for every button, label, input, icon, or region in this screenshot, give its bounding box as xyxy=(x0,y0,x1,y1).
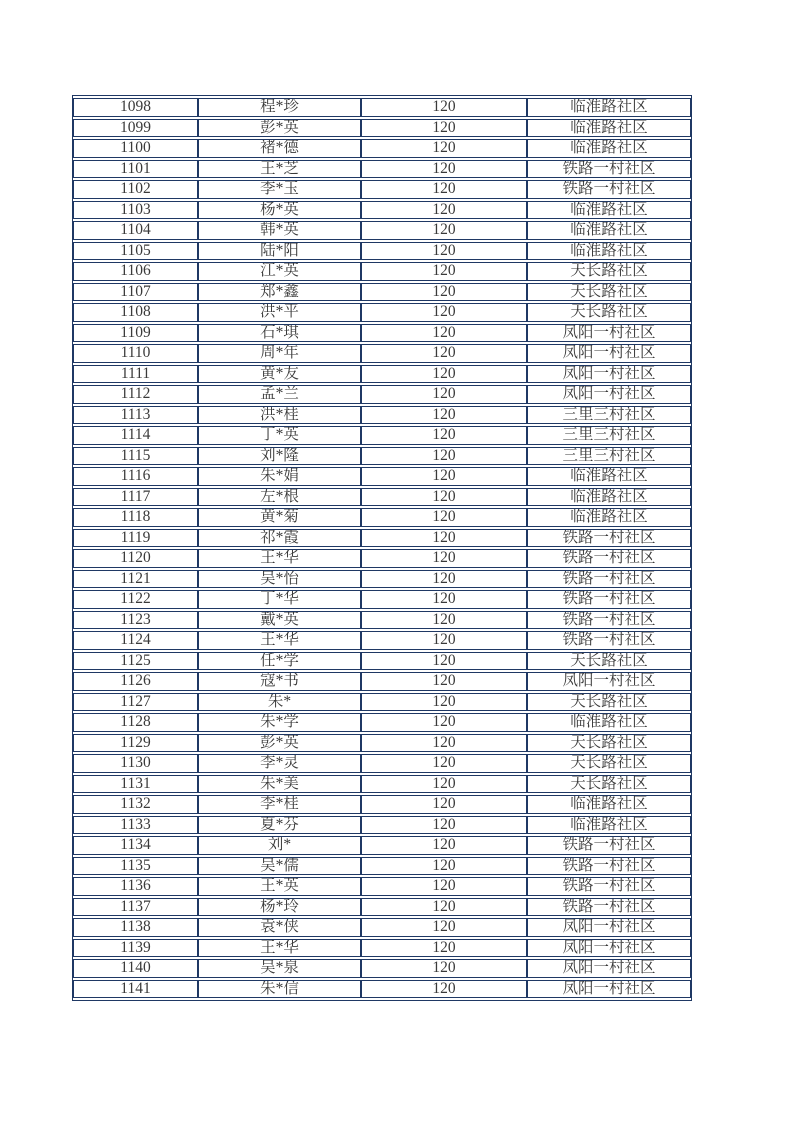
community-cell: 三里三村社区 xyxy=(527,447,691,466)
name-cell: 黄*友 xyxy=(198,365,361,384)
serial-cell: 1106 xyxy=(73,262,198,281)
serial-cell: 1140 xyxy=(73,959,198,978)
serial-cell: 1113 xyxy=(73,406,198,425)
table-row xyxy=(73,529,691,548)
community-cell: 临淮路社区 xyxy=(527,201,691,220)
serial-cell: 1107 xyxy=(73,283,198,302)
table-row xyxy=(73,201,691,220)
community-cell: 临淮路社区 xyxy=(527,221,691,240)
name-cell: 王*华 xyxy=(198,631,361,650)
community-cell: 铁路一村社区 xyxy=(527,180,691,199)
amount-cell: 120 xyxy=(361,693,527,712)
serial-cell: 1123 xyxy=(73,611,198,630)
serial-cell: 1114 xyxy=(73,426,198,445)
community-cell: 临淮路社区 xyxy=(527,508,691,527)
amount-cell: 120 xyxy=(361,529,527,548)
community-cell: 临淮路社区 xyxy=(527,98,691,117)
table-row xyxy=(73,344,691,363)
community-cell: 凤阳一村社区 xyxy=(527,385,691,404)
serial-cell: 1098 xyxy=(73,98,198,117)
community-cell: 天长路社区 xyxy=(527,283,691,302)
community-cell: 铁路一村社区 xyxy=(527,611,691,630)
serial-cell: 1132 xyxy=(73,795,198,814)
name-cell: 任*学 xyxy=(198,652,361,671)
table-row xyxy=(73,324,691,343)
community-cell: 天长路社区 xyxy=(527,775,691,794)
serial-cell: 1119 xyxy=(73,529,198,548)
amount-cell: 120 xyxy=(361,590,527,609)
amount-cell: 120 xyxy=(361,119,527,138)
name-cell: 朱*美 xyxy=(198,775,361,794)
amount-cell: 120 xyxy=(361,877,527,896)
community-cell: 凤阳一村社区 xyxy=(527,959,691,978)
community-cell: 铁路一村社区 xyxy=(527,549,691,568)
name-cell: 陆*阳 xyxy=(198,242,361,261)
community-cell: 凤阳一村社区 xyxy=(527,918,691,937)
name-cell: 江*英 xyxy=(198,262,361,281)
name-cell: 丁*英 xyxy=(198,426,361,445)
amount-cell: 120 xyxy=(361,754,527,773)
community-cell: 天长路社区 xyxy=(527,303,691,322)
table-row xyxy=(73,160,691,179)
amount-cell: 120 xyxy=(361,139,527,158)
serial-cell: 1130 xyxy=(73,754,198,773)
community-cell: 凤阳一村社区 xyxy=(527,365,691,384)
serial-cell: 1110 xyxy=(73,344,198,363)
community-cell: 铁路一村社区 xyxy=(527,836,691,855)
name-cell: 朱* xyxy=(198,693,361,712)
name-cell: 彭*英 xyxy=(198,119,361,138)
serial-cell: 1112 xyxy=(73,385,198,404)
serial-cell: 1101 xyxy=(73,160,198,179)
table-row xyxy=(73,426,691,445)
table-row xyxy=(73,836,691,855)
table-row xyxy=(73,365,691,384)
name-cell: 洪*平 xyxy=(198,303,361,322)
serial-cell: 1138 xyxy=(73,918,198,937)
community-cell: 天长路社区 xyxy=(527,754,691,773)
table-row xyxy=(73,877,691,896)
serial-cell: 1136 xyxy=(73,877,198,896)
amount-cell: 120 xyxy=(361,857,527,876)
name-cell: 杨*英 xyxy=(198,201,361,220)
table-row xyxy=(73,570,691,589)
name-cell: 杨*玲 xyxy=(198,898,361,917)
table-row xyxy=(73,242,691,261)
amount-cell: 120 xyxy=(361,160,527,179)
name-cell: 李*桂 xyxy=(198,795,361,814)
community-cell: 三里三村社区 xyxy=(527,426,691,445)
community-cell: 铁路一村社区 xyxy=(527,160,691,179)
serial-cell: 1133 xyxy=(73,816,198,835)
name-cell: 吴*泉 xyxy=(198,959,361,978)
community-cell: 凤阳一村社区 xyxy=(527,324,691,343)
table-row xyxy=(73,980,691,999)
table-row xyxy=(73,672,691,691)
name-cell: 吴*怡 xyxy=(198,570,361,589)
table-row xyxy=(73,98,691,117)
amount-cell: 120 xyxy=(361,672,527,691)
table-row xyxy=(73,611,691,630)
name-cell: 刘* xyxy=(198,836,361,855)
name-cell: 韩*英 xyxy=(198,221,361,240)
community-cell: 铁路一村社区 xyxy=(527,570,691,589)
table-row xyxy=(73,467,691,486)
table-row xyxy=(73,652,691,671)
community-cell: 凤阳一村社区 xyxy=(527,344,691,363)
amount-cell: 120 xyxy=(361,570,527,589)
amount-cell: 120 xyxy=(361,365,527,384)
table-row xyxy=(73,959,691,978)
table-row xyxy=(73,795,691,814)
serial-cell: 1127 xyxy=(73,693,198,712)
community-cell: 凤阳一村社区 xyxy=(527,980,691,999)
amount-cell: 120 xyxy=(361,734,527,753)
serial-cell: 1120 xyxy=(73,549,198,568)
amount-cell: 120 xyxy=(361,631,527,650)
community-cell: 临淮路社区 xyxy=(527,795,691,814)
community-cell: 铁路一村社区 xyxy=(527,877,691,896)
community-cell: 临淮路社区 xyxy=(527,467,691,486)
serial-cell: 1118 xyxy=(73,508,198,527)
name-cell: 朱*学 xyxy=(198,713,361,732)
serial-cell: 1108 xyxy=(73,303,198,322)
name-cell: 王*华 xyxy=(198,549,361,568)
amount-cell: 120 xyxy=(361,283,527,302)
amount-cell: 120 xyxy=(361,447,527,466)
serial-cell: 1111 xyxy=(73,365,198,384)
serial-cell: 1105 xyxy=(73,242,198,261)
table-row xyxy=(73,283,691,302)
name-cell: 褚*德 xyxy=(198,139,361,158)
amount-cell: 120 xyxy=(361,836,527,855)
amount-cell: 120 xyxy=(361,939,527,958)
name-cell: 王*英 xyxy=(198,877,361,896)
amount-cell: 120 xyxy=(361,816,527,835)
serial-cell: 1141 xyxy=(73,980,198,999)
community-cell: 天长路社区 xyxy=(527,693,691,712)
table-row xyxy=(73,857,691,876)
name-cell: 吴*儒 xyxy=(198,857,361,876)
serial-cell: 1116 xyxy=(73,467,198,486)
name-cell: 袁*侠 xyxy=(198,918,361,937)
table-row xyxy=(73,775,691,794)
name-cell: 李*灵 xyxy=(198,754,361,773)
community-cell: 铁路一村社区 xyxy=(527,631,691,650)
amount-cell: 120 xyxy=(361,242,527,261)
serial-cell: 1137 xyxy=(73,898,198,917)
amount-cell: 120 xyxy=(361,898,527,917)
amount-cell: 120 xyxy=(361,467,527,486)
community-cell: 铁路一村社区 xyxy=(527,590,691,609)
table-row xyxy=(73,447,691,466)
amount-cell: 120 xyxy=(361,918,527,937)
table-row xyxy=(73,816,691,835)
amount-cell: 120 xyxy=(361,775,527,794)
community-cell: 临淮路社区 xyxy=(527,816,691,835)
community-cell: 天长路社区 xyxy=(527,262,691,281)
amount-cell: 120 xyxy=(361,652,527,671)
amount-cell: 120 xyxy=(361,611,527,630)
name-cell: 戴*英 xyxy=(198,611,361,630)
table-row xyxy=(73,180,691,199)
serial-cell: 1099 xyxy=(73,119,198,138)
serial-cell: 1117 xyxy=(73,488,198,507)
amount-cell: 120 xyxy=(361,406,527,425)
amount-cell: 120 xyxy=(361,303,527,322)
serial-cell: 1126 xyxy=(73,672,198,691)
table-row xyxy=(73,262,691,281)
amount-cell: 120 xyxy=(361,549,527,568)
amount-cell: 120 xyxy=(361,180,527,199)
name-cell: 洪*桂 xyxy=(198,406,361,425)
beneficiary-table xyxy=(72,95,692,1001)
amount-cell: 120 xyxy=(361,324,527,343)
amount-cell: 120 xyxy=(361,385,527,404)
amount-cell: 120 xyxy=(361,344,527,363)
amount-cell: 120 xyxy=(361,262,527,281)
community-cell: 三里三村社区 xyxy=(527,406,691,425)
name-cell: 朱*娟 xyxy=(198,467,361,486)
amount-cell: 120 xyxy=(361,488,527,507)
serial-cell: 1104 xyxy=(73,221,198,240)
name-cell: 夏*芬 xyxy=(198,816,361,835)
name-cell: 刘*隆 xyxy=(198,447,361,466)
serial-cell: 1134 xyxy=(73,836,198,855)
amount-cell: 120 xyxy=(361,713,527,732)
amount-cell: 120 xyxy=(361,980,527,999)
community-cell: 临淮路社区 xyxy=(527,488,691,507)
community-cell: 临淮路社区 xyxy=(527,119,691,138)
community-cell: 铁路一村社区 xyxy=(527,857,691,876)
amount-cell: 120 xyxy=(361,426,527,445)
table-row xyxy=(73,939,691,958)
serial-cell: 1128 xyxy=(73,713,198,732)
table-row xyxy=(73,139,691,158)
community-cell: 凤阳一村社区 xyxy=(527,939,691,958)
serial-cell: 1124 xyxy=(73,631,198,650)
table-row xyxy=(73,713,691,732)
community-cell: 临淮路社区 xyxy=(527,242,691,261)
serial-cell: 1129 xyxy=(73,734,198,753)
table-row xyxy=(73,898,691,917)
name-cell: 李*玉 xyxy=(198,180,361,199)
community-cell: 铁路一村社区 xyxy=(527,898,691,917)
table-row xyxy=(73,734,691,753)
table-row xyxy=(73,631,691,650)
name-cell: 程*珍 xyxy=(198,98,361,117)
serial-cell: 1131 xyxy=(73,775,198,794)
serial-cell: 1135 xyxy=(73,857,198,876)
community-cell: 临淮路社区 xyxy=(527,713,691,732)
name-cell: 周*年 xyxy=(198,344,361,363)
beneficiary-table-body xyxy=(73,98,691,998)
table-row xyxy=(73,303,691,322)
table-row xyxy=(73,918,691,937)
amount-cell: 120 xyxy=(361,508,527,527)
amount-cell: 120 xyxy=(361,98,527,117)
serial-cell: 1102 xyxy=(73,180,198,199)
name-cell: 朱*信 xyxy=(198,980,361,999)
name-cell: 王*芝 xyxy=(198,160,361,179)
table-row xyxy=(73,385,691,404)
community-cell: 天长路社区 xyxy=(527,734,691,753)
table-row xyxy=(73,590,691,609)
serial-cell: 1103 xyxy=(73,201,198,220)
serial-cell: 1100 xyxy=(73,139,198,158)
table-row xyxy=(73,221,691,240)
amount-cell: 120 xyxy=(361,795,527,814)
name-cell: 寇*书 xyxy=(198,672,361,691)
name-cell: 郑*鑫 xyxy=(198,283,361,302)
community-cell: 临淮路社区 xyxy=(527,139,691,158)
table-row xyxy=(73,549,691,568)
name-cell: 王*华 xyxy=(198,939,361,958)
table-row xyxy=(73,119,691,138)
name-cell: 丁*华 xyxy=(198,590,361,609)
community-cell: 铁路一村社区 xyxy=(527,529,691,548)
serial-cell: 1139 xyxy=(73,939,198,958)
community-cell: 天长路社区 xyxy=(527,652,691,671)
name-cell: 祁*霞 xyxy=(198,529,361,548)
serial-cell: 1115 xyxy=(73,447,198,466)
serial-cell: 1109 xyxy=(73,324,198,343)
name-cell: 黄*菊 xyxy=(198,508,361,527)
name-cell: 孟*兰 xyxy=(198,385,361,404)
table-row xyxy=(73,754,691,773)
table-row xyxy=(73,406,691,425)
table-row xyxy=(73,488,691,507)
serial-cell: 1121 xyxy=(73,570,198,589)
serial-cell: 1125 xyxy=(73,652,198,671)
name-cell: 石*琪 xyxy=(198,324,361,343)
table-row xyxy=(73,508,691,527)
name-cell: 左*根 xyxy=(198,488,361,507)
community-cell: 凤阳一村社区 xyxy=(527,672,691,691)
table-row xyxy=(73,693,691,712)
serial-cell: 1122 xyxy=(73,590,198,609)
name-cell: 彭*英 xyxy=(198,734,361,753)
amount-cell: 120 xyxy=(361,959,527,978)
amount-cell: 120 xyxy=(361,221,527,240)
amount-cell: 120 xyxy=(361,201,527,220)
